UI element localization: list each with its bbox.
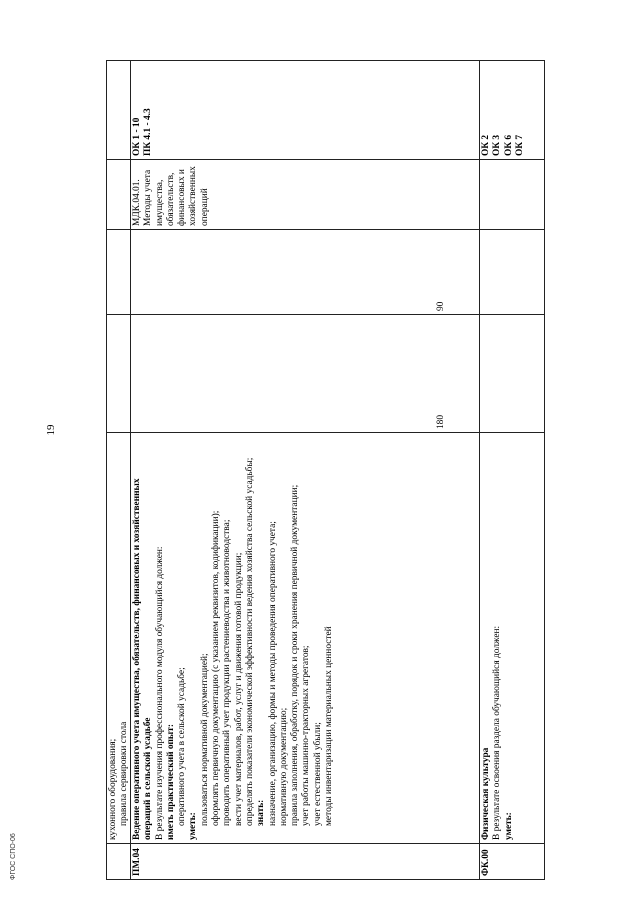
pm04-knowledge-item: методы инвентаризации материальных ценностей (324, 626, 335, 826)
fk00-title: Физическая культура (481, 747, 491, 840)
fk00-competency: ОК 6 (503, 134, 514, 156)
fk00-intro: В результате освоения раздела обучающийся должен: (492, 625, 503, 840)
pm04-knowledge-item: нормативную документацию; (278, 707, 289, 826)
pm04-title: Ведение оперативного учета имущества, обязательств, финансовых и хозяйственных операций в сельской усадьбе (132, 478, 154, 840)
pm04-skill: вести учет материалов, работ, услуг и движения готовой продукции; (233, 552, 244, 826)
pm04-skill: проводить оперативный учет продукции растениеводства и животноводства; (222, 519, 233, 826)
pm04-description (132, 437, 477, 840)
pm04-hours-class: 90 (436, 301, 446, 311)
pm04-skill: определять показатели экономической эффективности ведения хозяйства сельской усадьбы; (244, 457, 255, 826)
pm04-knowledge-item: правила заполнения, обработку, порядок и сроки хранения первичной документации; (290, 484, 301, 826)
fk00-code: ФК.00 (481, 849, 491, 876)
fk00-description (481, 437, 543, 840)
pm04-practice-item: оперативного учета в сельской усадьбе; (177, 667, 188, 826)
pm04-mdk: МДК.04.01. Методы учета имущества, обязательств, финансовых и хозяйственных операций (132, 166, 210, 226)
pm04-skill: оформлять первичную документацию (с указанием реквизитов, кодификации); (211, 510, 222, 826)
pm04-knowledge-item: учет работы машинно-тракторных агрегатов; (301, 645, 312, 826)
pm04-skill: пользоваться нормативной документацией; (199, 653, 210, 826)
pm04-skills-heading: уметь: (188, 812, 199, 840)
page-number: 19 (45, 424, 57, 436)
footer-code: ФГОС СПО-06 (10, 833, 17, 880)
pm04-competencies (132, 64, 172, 156)
pm04-code: ПМ.04 (132, 848, 142, 876)
fk00-skills-heading: уметь: (503, 812, 514, 840)
pm04-practice-heading: иметь практический опыт: (165, 724, 176, 840)
fk00-competency: ОК 7 (514, 134, 525, 156)
top-line-1: кухонного оборудования; (108, 738, 118, 840)
pm04-knowledge-item: учет естественной убыли; (312, 722, 323, 826)
pm04-intro: В результате изучения профессионального модуля обучающийся должен: (154, 546, 165, 840)
pm04-competency: ОК 1 - 10 (132, 117, 142, 156)
pm04-knowledge-item: назначение, организацию, формы и методы проведения оперативного учета; (267, 521, 278, 826)
fk00-competency: ОК 2 (481, 134, 491, 156)
fk00-competency: ОК 3 (492, 134, 503, 156)
top-row-text (108, 440, 130, 840)
pm04-hours-max: 180 (436, 414, 446, 429)
rotated-page (80, 60, 545, 880)
pm04-knowledge-heading: знать: (256, 799, 267, 826)
fk00-competencies (481, 64, 543, 156)
pm04-competency: ПК 4.1 - 4.3 (143, 108, 154, 156)
top-line-2: правила сервировки стола (119, 721, 130, 826)
